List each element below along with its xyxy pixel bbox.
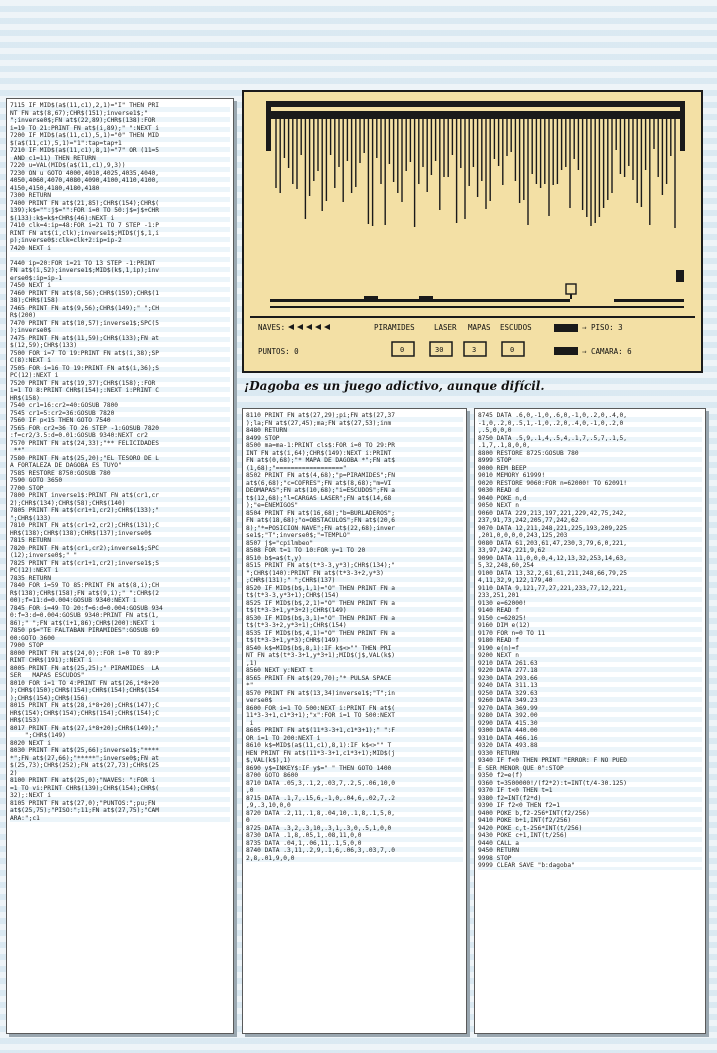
counter-shields: 0 — [510, 346, 515, 354]
game-screenshot — [242, 90, 703, 373]
points-label: PUNTOS: 0 — [258, 347, 299, 356]
pyramids-label: PIRAMIDES — [374, 323, 415, 332]
figure-caption: ¡Dagoba es un juego adictivo, aunque difícil. — [244, 379, 545, 393]
basic-listing-left: 7115 IF MID$(a$(11,c1),2,1)="I" THEN PRI NT FN at$(8,67);CHR$(151);inverse1$;" ";inverse0$;FN at$(22,89);CHR$(138):FOR i=19 TO 21:PRINT FN at$(i,89);" ":NEXT i 7200 IF MID$(a$(11,c1),5,1)="0" THEN MID $(a$(11,c1),5,1)="1":tap=tap+1 7210 IF MID$(a$(11,c1),8,1)="7" OR (11=5 AND c1=11) THEN RETURN 7220 u=VAL(MID$(a$(11,c1),9,3)) 7230 ON u GOTO 4000,4010,4025,4035,4040, 4050,4060,4070,4080,4090,4100,4110,4100, 4150,4150,4180,4180,4180 7300 RETURN 7400 PRINT FN at$(21,85);CHR$(154);CHR$( 139);k$="":j$="":FOR i=0 TO 50:j$=j$+CHR $(133):k$=k$+CHR$(46):NEXT i 7410 clk=4:ip=48:FOR i=21 TO 7 STEP -1:P RINT FN at$(i,clk);inverse1$;MID$(j$,1,i p);inverse0$:clk=clk+2:ip=ip-2 7420 NEXT i 7440 ip=20:FOR i=21 TO 13 STEP -1:PRINT FN at$(i,52);inverse1$;MID$(k$,1,ip);inv erse0$:ip=ip-1 7450 NEXT i 7460 PRINT FN at$(8,56);CHR$(159);CHR$(1 38);CHR$(158) 7465 PRINT FN at$(9,56);CHR$(149);" ";CH R$(200) 7470 PRINT FN at$(10,57);inverse1$;SPC(5 );inverse0$ 7475 PRINT FN at$(11,59);CHR$(133);FN at $(12,59);CHR$(133) 7500 FOR i=7 TO 19:PRINT FN at$(i,38);SP C(8):NEXT i 7505 FOR i=16 TO 19:PRINT FN at$(i,36);S PC(12):NEXT i 7520 PRINT FN at$(19,37);CHR$(158);:FOR i=1 TO 8:PRINT CHR$(154);:NEXT i:PRINT C HR$(158) 7540 cr1=16:cr2=40:GOSUB 7800 7545 cr1=5:cr2=36:GOSUB 7820 7560 IF p<15 THEN GOTO 7540 7565 FOR cr2=36 TO 26 STEP -1:GOSUB 7820 :f=cr2/3.5:d=0.01:GOSUB 9340:NEXT cr2 7570 PRINT FN at$(24,33);"** FELICIDADES **" 7580 PRINT FN at$(25,20);"EL TESORO DE L A FORTALEZA DE DAGOBA ES TUYO" 7585 RESTORE 8750:GOSUB 780 7590 GOTO 3650 7700 STOP 7800 PRINT inverse1$:PRINT FN at$(cr1,cr 2);CHR$(134);CHR$(58);CHR$(140) 7805 PRINT FN at$(cr1+1,cr2);CHR$(133);" ";CHR$(133) 7810 PRINT FN at$(cr1+2,cr2);CHR$(131);C HR$(138);CHR$(138);CHR$(137);inverse0$ 7815 RETURN 7820 PRINT FN at$(cr1,cr2);inverse1$;SPC (12);inverse0$;" " 7825 PRINT FN at$(cr1+1,cr2);inverse1$;S PC(12):NEXT i 7835 RETURN 7840 FOR i=59 TO 85:PRINT FN at$(8,i);CH R$(138);CHR$(158);FN at$(9,i);" ":CHR$(2 00);f=11:d=0.004:GOSUB 9340:NEXT i 7845 FOR i=49 TO 20:f=6:d=0.004:GOSUB 934 0:f=3:d=0.004:GOSUB 9340:PRINT FN at$(1, 86);" ";FN at$(i+1,86);CHR$(200):NEXT i 7850 p$="TE FALTABAN PIRAMIDES":GOSUB 69 00:GOTO 3600 7900 STOP 8000 PRINT FN at$(24,0);:FOR i=0 TO 89:P RINT CHR$(191);:NEXT i 8005 PRINT FN at$(25,25);" PIRAMIDES LA SER MAPAS ESCUDOS" 8010 FOR i=1 TO 4:PRINT FN at$(26,i*8+20 );CHR$(150);CHR$(154);CHR$(154);CHR$(154 );CHR$(154);CHR$(156) 8015 PRINT FN at$(28,i*8+20);CHR$(147);C HR$(154);CHR$(154);CHR$(154);CHR$(154);C HR$(153) 8017 PRINT FN at$(27,i*8+20);CHR$(149);" ";CHR$(149) 8020 NEXT i 8030 PRINT FN at$(25,66);inverse1$;"**** *";FN at$(27,66);"*****";inverse0$;FN at $(25,73);CHR$(252);FN at$(27,73);CHR$(25 2) 8100 PRINT FN at$(25,0);"NAVES: ":FOR i =1 TO vi:PRINT CHR$(139);CHR$(154);CHR$( 32);:NEXT i 8105 PRINT FN at$(27,0);"PUNTOS:";pu;FN at$(25,75);"PISO:";11;FN at$(27,75);"CAM ARA:";c1 — [10, 102, 230, 822]
laser-label: LASER — [434, 323, 457, 332]
game-screen-drawing — [244, 92, 701, 371]
maps-label: MAPAS — [468, 323, 491, 332]
basic-listing-middle: 8110 PRINT FN at$(27,29);pi;FN at$(27,37 );la;FN at$(27,45);ma;FN at$(27,53);inm 8480 RETURN 8499 STOP 8500 ma=ma-1:PRINT cls$:FOR i=0 TO 29:PR INT FN at$(i,64);CHR$(149):NEXT i:PRINT FN at$(0,68);"* MAPA DE DAGOBA *";FN at$ (1,68);"==================" 8502 PRINT FN at$(4,68);"p=PIRAMIDES";FN at$(6,68);"c=COFRES";FN at$(8,68);"m=VI DEOMAPAS";FN at$(10,68);"i=ESCUDOS";FN a t$(12,68);"l=CARGAS LASER";FN at$(14,68 );"e=ENEMIGOS" 8504 PRINT FN at$(16,68);"b=BURLADEROS"; FN at$(18,68);"o=OBSTACULOS";FN at$(20,6 8);"*=POSICION NAVE";FN at$(22,68);inver se1$;"T";inverse0$;"=TEMPLO" 8507 j$="cpilmbeo" 8508 FOR t=1 TO 10:FOR y=1 TO 20 8510 b$=a$(t,y) 8515 PRINT FN at$(t*3-3,y*3);CHR$(134);" ";CHR$(140):PRINT FN at$(t*3-3+2,y*3) ;CHR$(131);" ";CHR$(137) 8520 IF MID$(b$,1,1)="O" THEN PRINT FN a t$(t*3-3,y*3+1);CHR$(154) 8525 IF MID$(b$,2,1)="O" THEN PRINT FN a t$(t*3-3+1,y*3+2);CHR$(149) 8530 IF MID$(b$,3,1)="O" THEN PRINT FN a t$(t*3-3+2,y*3+1);CHR$(154) 8535 IF MID$(b$,4,1)="O" THEN PRINT FN a t$(t*3-3+1,y*3);CHR$(149) 8540 k$=MID$(b$,8,1):IF k$<>"" THEN PRI NT FN at$(t*3-3+1,y*3+1);MID$(j$,VAL(k$) ,1) 8560 NEXT y:NEXT t 8565 PRINT FN at$(29,70);"* PULSA SPACE *" 8570 PRINT FN at$(13,34)inverse1$;"T";in verse0$ 8600 FOR i=1 TO 500:NEXT i:PRINT FN at$( 11*3-3+1,c1*3+1);"x":FOR i=1 TO 500:NEXT i 8605 PRINT FN at$(11*3-3+1,c1*3+1);" ":F OR i=1 TO 200:NEXT i 8610 k$=MID$(a$(11,c1),8,1):IF k$<>"" T HEN PRINT FN at$(11*3-3+1,c1*3+1);MID$(j $,VAL(k$),1) 8690 y$=INKEY$:IF y$=" " THEN GOTO 1400 8700 GOTO 8600 8710 DATA .05,3,.1,2,.03,7,.2,5,.06,10,0 ,0 8715 DATA .1,7,.15,6,-1,0,.04,6,.02,7,.2 ,9,.3,10,0,0 8720 DATA .2,11,.1,8,.04,10,.1,8,.1,5,0, 0 8725 DATA .3,2,.3,10,.3,1,.3,0,.5,1,0,0 8730 DATA .1,8,.05,1,.08,11,0,0 8735 DATA .04,1,.06,11,.1,5,0,0 8740 DATA .3,11,.2,9,.1,6,.06,3,.03,7,.0 2,8,.01,9,0,0 — [246, 412, 463, 862]
listing-column-left — [6, 98, 234, 1034]
counter-pyramids: 0 — [400, 346, 405, 354]
naves-label: NAVES: — [258, 323, 286, 332]
shields-label: ESCUDOS — [500, 323, 532, 332]
basic-listing-right: 8745 DATA .6,0,-1,0,.6,0,-1,0,.2,0,.4,0, -1,0,.2,0,.5,1,-1,0,.2,0,.4,0,-1,0,.2,0 ,.5,0,0,0 8750 DATA .5,9,.1,4,.5,4,.1,7,.5,7,.1,5, .1,7,.1,8,0,0, 8800 RESTORE 8725:GOSUB 780 8999 STOP 9000 REM BEEP 9010 MEMORY 61999! 9020 RESTORE 9060:FOR n=62000! TO 62091! 9030 READ d 9040 POKE n,d 9050 NEXT n 9060 DATA 229,213,197,221,229,42,75,242, 237,91,73,242,205,77,242,62 9070 DATA 12,211,248,221,225,193,209,225 ,201,0,0,0,0,243,125,203 9080 DATA 61,203,61,47,230,3,79,6,0,221, 33,97,242,221,9,62 9090 DATA 11,0,0,0,4,12,13,32,253,14,63, 5,32,248,60,254 9100 DATA 13,32,2,61,61,211,248,66,79,25 4,11,32,9,122,179,40 9110 DATA 9,121,77,27,221,233,77,12,221, 233,251,201 9130 e=62000! 9140 READ f 9150 c=62025! 9160 DIM e(12) 9170 FOR n=0 TO 11 9180 READ f 9190 e(n)=f 9200 NEXT n 9210 DATA 261.63 9220 DATA 277.18 9230 DATA 293.66 9240 DATA 311.13 9250 DATA 329.63 9260 DATA 349.23 9270 DATA 369.99 9280 DATA 392.00 9290 DATA 415.30 9300 DATA 440.00 9310 DATA 466.16 9320 DATA 493.88 9330 RETURN 9340 IF f<0 THEN PRINT "ERROR: F NO PUED E SER MENOR QUE 0":STOP 9350 f2=e(f) 9360 t=3500000!/(f2*2):t=INT(t/4-30.125) 9370 IF t<0 THEN t=1 9380 f2=INT(f2*d) 9390 IF f2<0 THEN f2=1 9400 POKE b,f2-256*INT(f2/256) 9410 POKE b+1,INT(f2/256) 9420 POKE c,t-256*INT(t/256) 9430 POKE c+1,INT(t/256) 9440 CALL a 9450 RETURN 9998 STOP 9999 CLEAR SAVE "b:dagoba" — [478, 412, 702, 870]
counter-maps: 3 — [472, 346, 477, 354]
floor-label: ⇒ PISO: 3 — [582, 323, 623, 332]
camera-label: ⇒ CAMARA: 6 — [582, 347, 632, 356]
counter-laser: 30 — [435, 346, 444, 354]
listing-column-middle — [242, 408, 467, 1034]
listing-column-right — [474, 408, 706, 1034]
